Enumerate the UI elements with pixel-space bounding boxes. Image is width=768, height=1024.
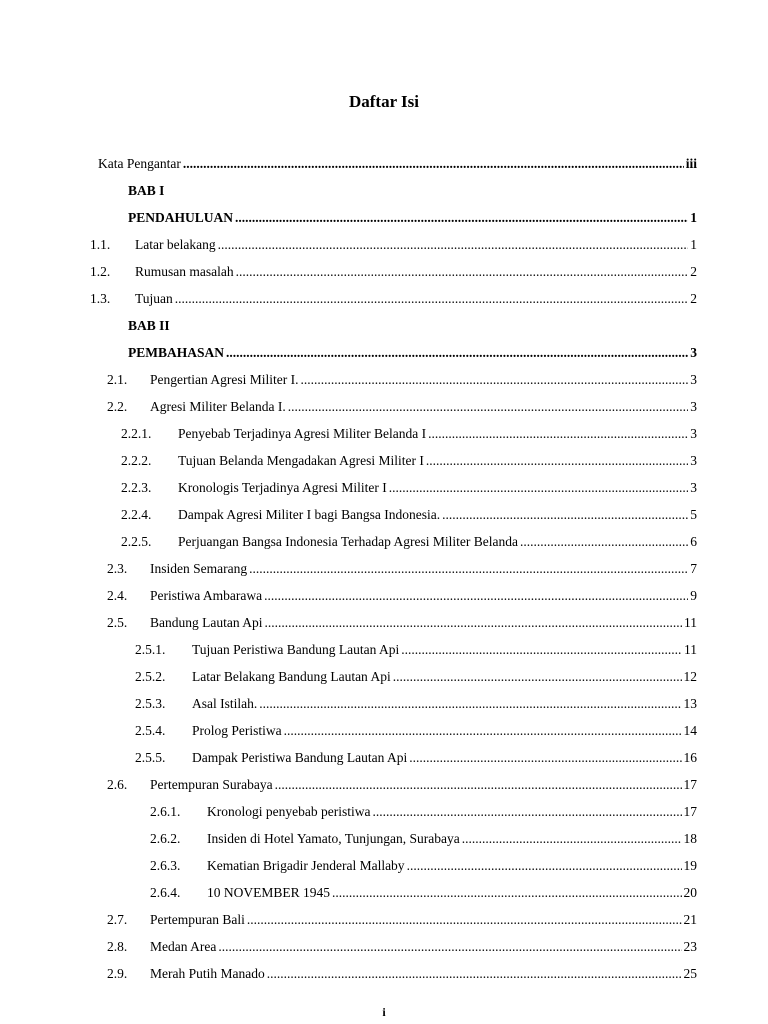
toc-leader-dots bbox=[218, 937, 681, 957]
toc-leader-dots bbox=[247, 910, 682, 930]
toc-entry-2-6-4[interactable] bbox=[0, 883, 768, 903]
toc-label: Agresi Militer Belanda I. bbox=[150, 399, 286, 414]
toc-label: Tujuan bbox=[135, 291, 173, 306]
toc-entry-2-5-2[interactable] bbox=[0, 667, 768, 687]
toc-page-number: 25 bbox=[683, 966, 697, 981]
toc-leader-dots bbox=[401, 640, 682, 660]
toc-entry-2-2[interactable] bbox=[0, 397, 768, 417]
toc-section-number: 2.5.4. bbox=[135, 723, 166, 738]
toc-page-number: 19 bbox=[683, 858, 697, 873]
toc-leader-dots bbox=[236, 262, 689, 282]
toc-label: Kronologis Terjadinya Agresi Militer I bbox=[178, 480, 387, 495]
toc-entry-2-2-2[interactable] bbox=[0, 451, 768, 471]
toc-label: Merah Putih Manado bbox=[150, 966, 265, 981]
toc-page-number: 14 bbox=[683, 723, 697, 738]
chapter-heading-bab-1: BAB I bbox=[128, 183, 165, 198]
toc-section-number: 2.2.2. bbox=[121, 453, 152, 468]
toc-entry-2-8[interactable] bbox=[0, 937, 768, 957]
toc-label: Asal Istilah. bbox=[192, 696, 258, 711]
toc-entry-2-4[interactable] bbox=[0, 586, 768, 606]
toc-page-number: 18 bbox=[683, 831, 697, 846]
toc-label: PEMBAHASAN bbox=[128, 345, 225, 360]
toc-entry-2-1[interactable] bbox=[0, 370, 768, 390]
toc-leader-dots bbox=[426, 451, 688, 471]
toc-entry-2-6-1[interactable] bbox=[0, 802, 768, 822]
toc-page-number: 3 bbox=[690, 345, 697, 360]
toc-page-number: 2 bbox=[690, 291, 697, 306]
toc-section-number: 2.6.4. bbox=[150, 885, 181, 900]
toc-entry-2-5-5[interactable] bbox=[0, 748, 768, 768]
toc-label: Peristiwa Ambarawa bbox=[150, 588, 263, 603]
toc-page-number: 20 bbox=[683, 885, 697, 900]
toc-page-number: 23 bbox=[683, 939, 697, 954]
toc-section-number: 2.6.1. bbox=[150, 804, 181, 819]
toc-page-number: 6 bbox=[690, 534, 697, 549]
toc-leader-dots bbox=[428, 424, 688, 444]
toc-label: Insiden Semarang bbox=[150, 561, 248, 576]
toc-label: Pertempuran Surabaya bbox=[150, 777, 273, 792]
toc-section-number: 2.2.5. bbox=[121, 534, 152, 549]
toc-page-number: 2 bbox=[690, 264, 697, 279]
toc-section-number: 2.6.2. bbox=[150, 831, 181, 846]
toc-label: Pengertian Agresi Militer I. bbox=[150, 372, 299, 387]
toc-page-number: 17 bbox=[683, 804, 697, 819]
toc-page-number: 7 bbox=[690, 561, 697, 576]
toc-section-number: 2.3. bbox=[107, 561, 128, 576]
toc-section-number: 1.3. bbox=[90, 291, 111, 306]
toc-entry-2-5-3[interactable] bbox=[0, 694, 768, 714]
page-footer-number: i bbox=[382, 1005, 386, 1019]
toc-leader-dots bbox=[407, 856, 682, 876]
toc-label: Perjuangan Bangsa Indonesia Terhadap Agresi Militer Belanda bbox=[178, 534, 518, 549]
toc-leader-dots bbox=[249, 559, 688, 579]
toc-section-number: 2.6. bbox=[107, 777, 128, 792]
toc-page-number: 3 bbox=[690, 372, 697, 387]
toc-label: Pertempuran Bali bbox=[150, 912, 245, 927]
toc-page-number: 9 bbox=[690, 588, 697, 603]
toc-page-number: 3 bbox=[690, 426, 697, 441]
toc-entry-2-9[interactable] bbox=[0, 964, 768, 984]
toc-section-number: 1.2. bbox=[90, 264, 111, 279]
toc-section-number: 2.5.1. bbox=[135, 642, 166, 657]
toc-label: Prolog Peristiwa bbox=[192, 723, 282, 738]
toc-leader-dots bbox=[175, 289, 688, 309]
toc-section-number: 2.1. bbox=[107, 372, 128, 387]
toc-page-number: 1 bbox=[690, 210, 697, 225]
toc-page-number: 16 bbox=[683, 750, 697, 765]
toc-leader-dots bbox=[235, 208, 688, 228]
toc-entry-2-7[interactable] bbox=[0, 910, 768, 930]
toc-entry-2-5-1[interactable] bbox=[0, 640, 768, 660]
toc-entry-pembahasan[interactable] bbox=[0, 343, 768, 363]
page-title: Daftar Isi bbox=[348, 92, 420, 111]
toc-label: Insiden di Hotel Yamato, Tunjungan, Surabaya bbox=[207, 831, 460, 846]
toc-entry-2-5[interactable] bbox=[0, 613, 768, 633]
toc-label: Medan Area bbox=[150, 939, 217, 954]
toc-page-number: iii bbox=[685, 156, 697, 171]
toc-leader-dots bbox=[332, 883, 681, 903]
toc-label: PENDAHULUAN bbox=[128, 210, 234, 225]
toc-entry-1-1[interactable] bbox=[0, 235, 768, 255]
toc-section-number: 2.2.4. bbox=[121, 507, 152, 522]
toc-label: Dampak Agresi Militer I bagi Bangsa Indonesia. bbox=[178, 507, 441, 522]
toc-entry-1-2[interactable] bbox=[0, 262, 768, 282]
toc-section-number: 2.7. bbox=[107, 912, 128, 927]
toc-leader-dots bbox=[409, 748, 681, 768]
toc-page-number: 5 bbox=[690, 507, 697, 522]
toc-section-number: 2.8. bbox=[107, 939, 128, 954]
toc-entry-2-2-1[interactable] bbox=[0, 424, 768, 444]
toc-section-number: 2.4. bbox=[107, 588, 128, 603]
toc-label: Kematian Brigadir Jenderal Mallaby bbox=[207, 858, 405, 873]
toc-leader-dots bbox=[264, 586, 688, 606]
toc-section-number: 2.5.3. bbox=[135, 696, 166, 711]
toc-label: Latar belakang bbox=[135, 237, 216, 252]
toc-leader-dots bbox=[259, 694, 681, 714]
toc-label: Tujuan Peristiwa Bandung Lautan Api bbox=[192, 642, 400, 657]
toc-leader-dots bbox=[393, 667, 682, 687]
toc-section-number: 2.6.3. bbox=[150, 858, 181, 873]
toc-label: Kata Pengantar bbox=[98, 156, 181, 171]
toc-leader-dots bbox=[520, 532, 688, 552]
toc-label: Penyebab Terjadinya Agresi Militer Belanda I bbox=[178, 426, 427, 441]
toc-page-number: 21 bbox=[683, 912, 697, 927]
toc-entry-2-5-4[interactable] bbox=[0, 721, 768, 741]
toc-section-number: 1.1. bbox=[90, 237, 111, 252]
toc-page-number: 11 bbox=[684, 615, 697, 630]
toc-entry-kata-pengantar[interactable] bbox=[0, 154, 768, 174]
toc-leader-dots bbox=[264, 613, 682, 633]
toc-label: Latar Belakang Bandung Lautan Api bbox=[192, 669, 391, 684]
toc-page-number: 1 bbox=[690, 237, 697, 252]
toc-section-number: 2.5.2. bbox=[135, 669, 166, 684]
toc-leader-dots bbox=[267, 964, 682, 984]
toc-section-number: 2.2.3. bbox=[121, 480, 152, 495]
toc-entry-2-6-3[interactable] bbox=[0, 856, 768, 876]
toc-leader-dots bbox=[462, 829, 682, 849]
toc-page-number: 13 bbox=[683, 696, 697, 711]
toc-leader-dots bbox=[442, 505, 688, 525]
toc-label: Bandung Lautan Api bbox=[150, 615, 263, 630]
toc-label: Tujuan Belanda Mengadakan Agresi Militer I bbox=[178, 453, 424, 468]
toc-page-number: 12 bbox=[683, 669, 697, 684]
toc-leader-dots bbox=[226, 343, 688, 363]
toc-entry-pendahuluan[interactable] bbox=[0, 208, 768, 228]
toc-section-number: 2.2. bbox=[107, 399, 128, 414]
toc-section-number: 2.5. bbox=[107, 615, 128, 630]
toc-leader-dots bbox=[372, 802, 681, 822]
toc-leader-dots bbox=[218, 235, 689, 255]
toc-section-number: 2.2.1. bbox=[121, 426, 152, 441]
toc-leader-dots bbox=[300, 370, 688, 390]
toc-leader-dots bbox=[183, 154, 684, 174]
toc-page-number: 17 bbox=[683, 777, 697, 792]
toc-label: Dampak Peristiwa Bandung Lautan Api bbox=[192, 750, 408, 765]
toc-label: Kronologi penyebab peristiwa bbox=[207, 804, 371, 819]
toc-entry-2-2-3[interactable] bbox=[0, 478, 768, 498]
toc-page-number: 3 bbox=[690, 399, 697, 414]
toc-section-number: 2.5.5. bbox=[135, 750, 166, 765]
toc-entry-2-6-2[interactable] bbox=[0, 829, 768, 849]
toc-entry-2-6[interactable] bbox=[0, 775, 768, 795]
toc-page-number: 11 bbox=[684, 642, 697, 657]
toc-leader-dots bbox=[275, 775, 682, 795]
toc-entry-2-2-4[interactable] bbox=[0, 505, 768, 525]
toc-leader-dots bbox=[288, 397, 689, 417]
toc-page-number: 3 bbox=[690, 480, 697, 495]
chapter-heading-bab-2: BAB II bbox=[128, 318, 170, 333]
toc-entry-2-2-5[interactable] bbox=[0, 532, 768, 552]
toc-leader-dots bbox=[389, 478, 688, 498]
toc-label: 10 NOVEMBER 1945 bbox=[207, 885, 331, 900]
toc-page-number: 3 bbox=[690, 453, 697, 468]
toc-entry-1-3[interactable] bbox=[0, 289, 768, 309]
toc-leader-dots bbox=[284, 721, 682, 741]
toc-label: Rumusan masalah bbox=[135, 264, 234, 279]
toc-section-number: 2.9. bbox=[107, 966, 128, 981]
toc-entry-2-3[interactable] bbox=[0, 559, 768, 579]
